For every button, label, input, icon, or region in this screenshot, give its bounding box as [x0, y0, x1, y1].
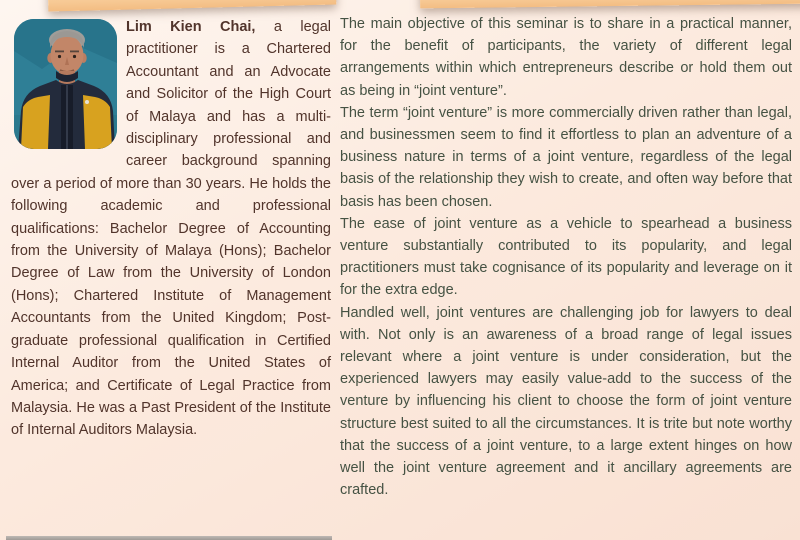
overview-paragraph-1: The main objective of this seminar is to share in a practical manner, for the benefit of participants, the variety of different legal arrangements within which entrepreneurs describe or hold them out as being in “joint venture”.	[340, 16, 792, 99]
speaker-name: Lim Kien Chai,	[126, 19, 256, 35]
cutoff-element-edge	[6, 536, 332, 540]
overview-paragraph-3: The ease of joint venture as a vehicle to spearhead a business venture substantially contributed to its popularity, and legal practitioners must take cognisance of its popularity and leverage on it for the extra edge.	[340, 215, 792, 299]
speaker-portrait-illustration	[14, 19, 117, 149]
overview-paragraph-2: The term “joint venture” is more commercially driven rather than legal, and businessmen seem to find it effortless to plan an adventure of a business nature in terms of a joint venture, regardless of the legal basis of the relationship they wish to create, and often way before that basis has been chosen.	[340, 104, 792, 210]
overview-paragraph-4: Handled well, joint ventures are challenging job for lawyers to deal with. Not only is an awareness of a broad range of legal issues relevant where a joint venture is under consideration, but the experienced lawyers may easily value-add to the success of the venture by influencing his client to choose the form of joint venture structure best suited to all the circumstances. It is trite but note worthy that the success of a joint venture, to a large extent hinges on how well the joint venture agreement and it ancillary agreements are crafted.	[340, 304, 792, 499]
ribbon-banner-right	[420, 0, 800, 8]
seminar-overview-section	[340, 13, 792, 501]
speaker-bio-section	[11, 16, 331, 442]
speaker-bio-body: a legal practitioner is a Chartered Accountant and an Advocate and Solicitor of the High Court of Malaya and has a multi-disciplinary professional and career background spanning over a period of more than 30 years. He holds the following academic and professional qualifications: Bachelor Degree of Accounting from the University of Malaya (Hons); Bachelor Degree of Law from the University of London (Hons); Chartered Institute of Management Accountants from the United Kingdom; Post-graduate professional qualification in Certified Internal Auditor from the United States of America; and Certificate of Legal Practice from Malaysia. He was a Past President of the Institute of Internal Auditors Malaysia.	[11, 19, 331, 439]
speaker-photo	[14, 19, 117, 149]
ribbon-banner-left	[48, 0, 337, 12]
